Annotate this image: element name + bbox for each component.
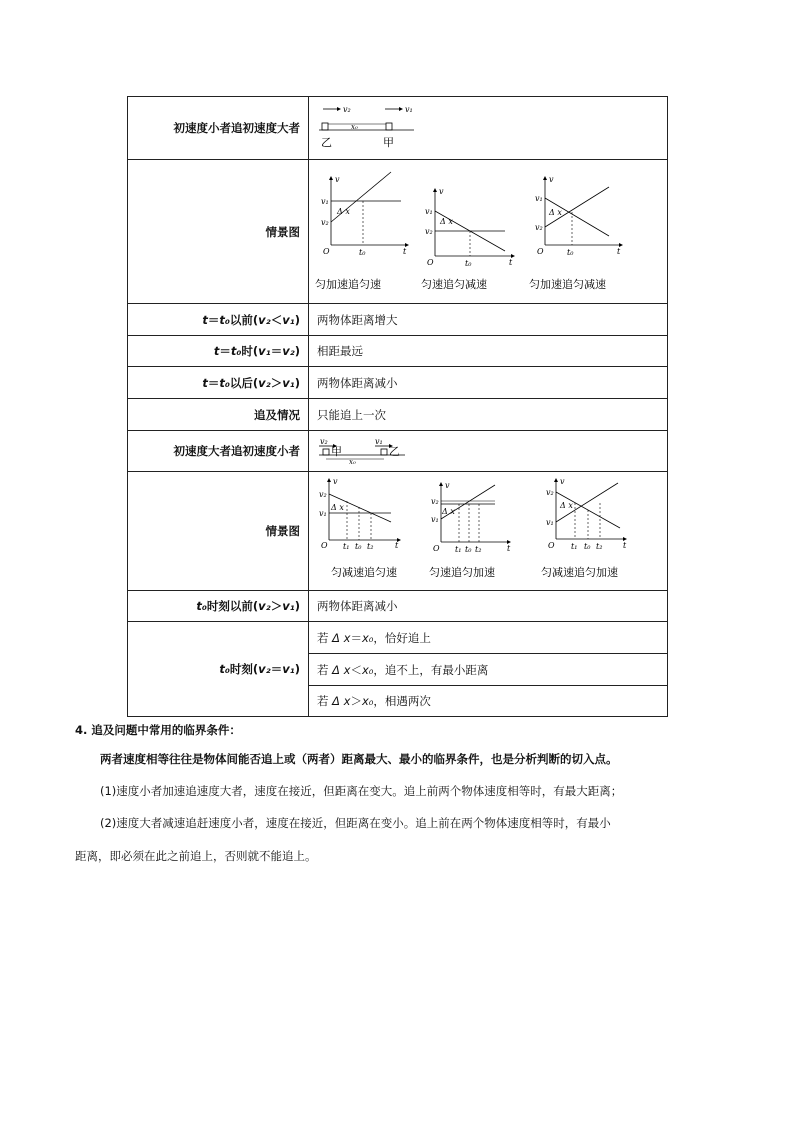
origin-label: O (323, 247, 330, 256)
tick-v1-label: v₁ (321, 197, 329, 206)
row-value: 相距最远 (309, 336, 668, 367)
graph-caption: 匀加速追匀速 (315, 278, 381, 291)
comparison-table (127, 96, 668, 717)
tick-v2-label: v₂ (431, 497, 439, 506)
table-row (128, 336, 668, 367)
row-label: t₀时刻以前(v₂＞v₁) (128, 591, 309, 622)
fig1-x0-label: x₀ (351, 122, 358, 131)
tick-v1-label: v₁ (431, 515, 439, 524)
vt-graph-decel-vs-accel (541, 477, 627, 579)
graph-caption: 匀减速追匀加速 (541, 566, 618, 579)
tick-v2-label: v₂ (425, 227, 433, 236)
row-label: t＝t₀时(v₁＝v₂) (128, 336, 309, 367)
section-paragraph-3a: (2)速度大者减速追赶速度小者，速度在接近，但距离在变小。追上前在两个物体速度相等时，有最小 (100, 816, 611, 830)
table-row (128, 399, 668, 431)
fig1-car-a: 甲 (383, 135, 394, 149)
row-value: 只能追上一次 (309, 399, 668, 431)
fig2-v2-label: v₂ (320, 436, 328, 446)
graph-caption: 匀减速追匀速 (331, 566, 397, 579)
table-row (128, 304, 668, 336)
scene-figure-2 (309, 431, 668, 472)
tick-v1-label: v₁ (425, 207, 433, 216)
tick-v2-label: v₂ (321, 218, 329, 227)
axis-t-label: t (509, 258, 513, 267)
tick-t0-label: t₀ (567, 248, 574, 257)
section-paragraph-3b: 距离，即必须在此之前追上，否则就不能追上。 (75, 849, 317, 863)
origin-label: O (321, 541, 328, 550)
vt-graph-accel-vs-uniform (315, 172, 409, 291)
graph-caption: 匀速追匀减速 (421, 278, 487, 291)
graph-caption: 匀速追匀加速 (429, 566, 495, 579)
condition-less: 若 Δ x＜x₀，追不上，有最小距离 (309, 654, 668, 686)
axis-t-label: t (623, 541, 627, 550)
tick-v2-label: v₂ (546, 488, 554, 497)
tick-t1-label: t₁ (343, 542, 350, 551)
tick-v1-label: v₁ (535, 194, 543, 203)
axis-t-label: t (395, 541, 399, 550)
delta-x-label: Δ x (549, 208, 562, 217)
row-label: 追及情况 (128, 399, 309, 431)
vt-graph-uniform-vs-decel (421, 187, 515, 300)
vt-graph-uniform-vs-accel (429, 481, 511, 579)
tick-v2-label: v₂ (319, 490, 327, 499)
axis-v-label: v (549, 175, 554, 184)
table-row (128, 591, 668, 622)
delta-x-label: Δ x (331, 503, 344, 512)
vt-graphs-set-2 (309, 472, 667, 587)
delta-x-label: Δ x (337, 207, 350, 216)
tick-t2-label: t₂ (475, 545, 482, 554)
fig1-v1-label: v₁ (405, 104, 413, 114)
delta-x-label: Δ x (442, 507, 455, 516)
tick-t1-label: t₁ (455, 545, 462, 554)
section-heading: 4. 追及问题中常用的临界条件： (75, 723, 241, 737)
tick-v2-label: v₂ (535, 223, 543, 232)
condition-equal: 若 Δ x＝x₀，恰好追上 (309, 622, 668, 654)
section-paragraph-1: 两者速度相等往往是物体间能否追上或（两者）距离最大、最小的临界条件，也是分析判断的切入点。 (100, 752, 618, 766)
condition-greater: 若 Δ x＞x₀，相遇两次 (309, 686, 668, 717)
axis-t-label: t (617, 247, 621, 256)
table-row (128, 431, 668, 472)
fig2-car-a: 甲 (331, 444, 342, 458)
tick-v1-label: v₁ (319, 509, 327, 518)
row-label: 情景图 (128, 472, 309, 591)
fig2-v1-label: v₁ (375, 436, 383, 446)
origin-label: O (433, 544, 440, 553)
row-label: 初速度小者追初速度大者 (128, 97, 309, 160)
table-row (128, 97, 668, 160)
axis-t-label: t (403, 247, 407, 256)
section-paragraph-2: (1)速度小者加速追速度大者，速度在接近，但距离在变大。追上前两个物体速度相等时，有最大距离； (100, 784, 623, 798)
axis-v-label: v (445, 481, 450, 490)
delta-x-label: Δ x (440, 217, 453, 226)
row-label: t＝t₀以前(v₂＜v₁) (128, 304, 309, 336)
tick-v1-label: v₁ (546, 518, 554, 527)
tick-t0-label: t₀ (465, 545, 472, 554)
axis-v-label: v (333, 477, 338, 486)
vt-graphs-set-1 (309, 160, 667, 300)
axis-v-label: v (439, 187, 444, 196)
tick-t2-label: t₂ (596, 542, 603, 551)
tick-t0-label: t₀ (359, 248, 366, 257)
row-label: 情景图 (128, 160, 309, 304)
tick-t2-label: t₂ (367, 542, 374, 551)
row-value: 两物体距离减小 (309, 367, 668, 399)
tick-t0-label: t₀ (465, 259, 472, 268)
table-row (128, 367, 668, 399)
fig2-car-b: 乙 (389, 444, 400, 458)
origin-label: O (427, 258, 434, 267)
graph-caption: 匀加速追匀减速 (529, 278, 606, 291)
table-row (128, 472, 668, 591)
tick-t1-label: t₁ (571, 542, 578, 551)
car-diagram-2 (317, 435, 417, 465)
row-label: t₀时刻(v₂＝v₁) (128, 622, 309, 717)
tick-t0-label: t₀ (584, 542, 591, 551)
car-diagram-1 (317, 102, 417, 152)
fig1-v2-label: v₂ (343, 104, 351, 114)
fig1-car-b: 乙 (321, 135, 332, 149)
row-value: 两物体距离减小 (309, 591, 668, 622)
fig2-x0-label: x₀ (349, 457, 356, 465)
row-label: 初速度大者追初速度小者 (128, 431, 309, 472)
scene-figure-1 (309, 97, 668, 160)
table-row (128, 160, 668, 304)
table-row (128, 622, 668, 654)
axis-v-label: v (560, 477, 565, 486)
row-value: 两物体距离增大 (309, 304, 668, 336)
axis-v-label: v (335, 175, 340, 184)
tick-t0-label: t₀ (355, 542, 362, 551)
origin-label: O (537, 247, 544, 256)
axis-t-label: t (507, 544, 511, 553)
delta-x-label: Δ x (560, 501, 573, 510)
origin-label: O (548, 541, 555, 550)
row-label: t＝t₀以后(v₂＞v₁) (128, 367, 309, 399)
vt-graph-decel-vs-uniform (319, 477, 401, 579)
scene-graphs-2 (309, 472, 668, 591)
vt-graph-accel-vs-decel (529, 175, 623, 291)
scene-graphs-1 (309, 160, 668, 304)
